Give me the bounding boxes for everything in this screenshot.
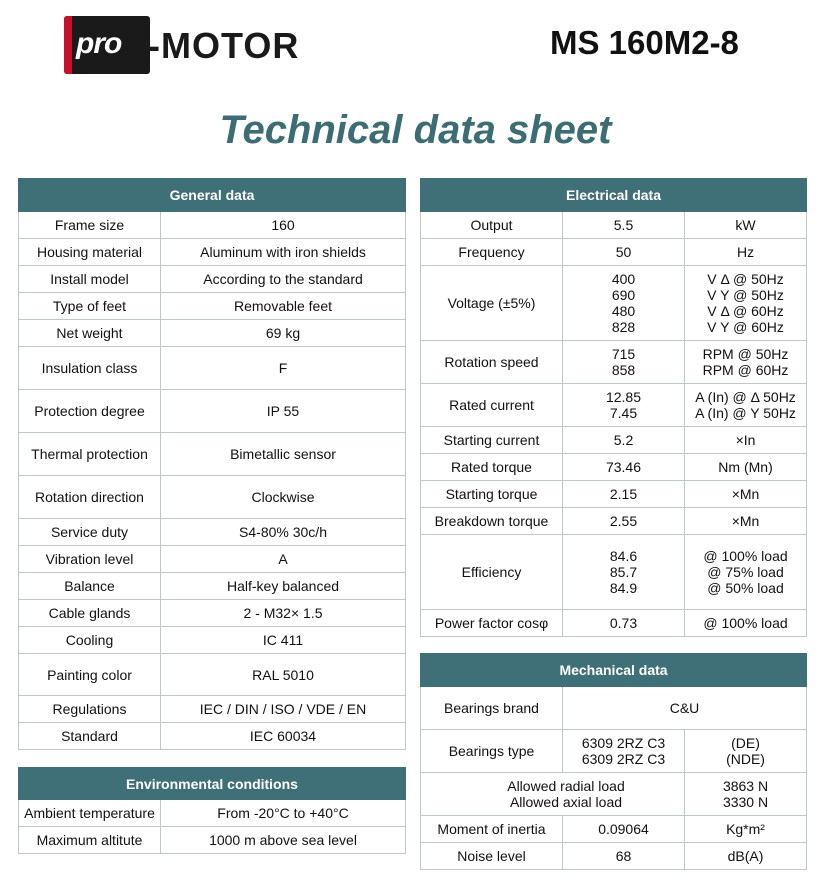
- row-label: Rotation direction: [19, 476, 161, 519]
- row-value: F: [161, 347, 406, 390]
- row-unit: Nm (Mn): [718, 459, 773, 475]
- row-label: Insulation class: [19, 347, 161, 390]
- table-row: [19, 723, 406, 750]
- table-row: [19, 654, 406, 696]
- row-unit: Hz: [736, 244, 755, 260]
- row-label: Starting current: [421, 427, 563, 454]
- page-title: Technical data sheet: [219, 108, 612, 152]
- row-values: [563, 239, 685, 266]
- row-value: A: [161, 546, 406, 573]
- moment-of-inertia-unit: Kg*m²: [685, 816, 807, 843]
- row-unit: ×Mn: [731, 513, 760, 529]
- general-data-header: General data: [19, 179, 406, 212]
- row-units: [685, 266, 807, 341]
- row-label: Vibration level: [19, 546, 161, 573]
- row-label: Protection degree: [19, 390, 161, 433]
- logo-motor-text: -MOTOR: [148, 25, 300, 66]
- table-row: [19, 827, 406, 854]
- electrical-data-header: Electrical data: [421, 179, 807, 212]
- row-label: Balance: [19, 573, 161, 600]
- row-unit: @ 75% load: [707, 564, 784, 580]
- mechanical-data-table: [420, 653, 807, 870]
- row-value: IC 411: [161, 627, 406, 654]
- table-row: [19, 239, 406, 266]
- electrical-data-table: [420, 178, 807, 637]
- row-label: Install model: [19, 266, 161, 293]
- row-units: [685, 610, 807, 637]
- row-units: [685, 212, 807, 239]
- bearings-type-label: Bearings type: [421, 730, 563, 773]
- row-value: IP 55: [161, 390, 406, 433]
- environmental-conditions-header: Environmental conditions: [19, 768, 406, 800]
- row-value: S4-80% 30c/h: [161, 519, 406, 546]
- row-units: [685, 427, 807, 454]
- table-row: [421, 341, 807, 384]
- allowed-load-labels: [421, 773, 685, 816]
- table-row: [19, 320, 406, 347]
- table-row: [19, 476, 406, 519]
- row-value: 690: [611, 287, 636, 303]
- row-value: From -20°C to +40°C: [161, 800, 406, 827]
- row-label: Frequency: [421, 239, 563, 266]
- allowed-load-values: [685, 773, 807, 816]
- table-row: [421, 427, 807, 454]
- row-unit: kW: [735, 217, 756, 233]
- row-value: 5.2: [613, 432, 634, 448]
- environmental-conditions-table: [18, 767, 406, 854]
- row-value: 5.5: [613, 217, 634, 233]
- row-value: 400: [611, 271, 636, 287]
- row-value: Removable feet: [161, 293, 406, 320]
- allowed-axial-load-label: Allowed axial load: [509, 794, 623, 810]
- row-unit: RPM @ 60Hz: [702, 362, 789, 378]
- row-values: [563, 384, 685, 427]
- noise-level-unit: dB(A): [685, 843, 807, 870]
- row-value: 84.6: [609, 548, 638, 564]
- row-value: Clockwise: [161, 476, 406, 519]
- row-unit: A (In) @ Y 50Hz: [695, 405, 796, 421]
- row-value: 69 kg: [161, 320, 406, 347]
- row-values: [563, 610, 685, 637]
- bearings-type-units: [685, 730, 807, 773]
- row-value: Half-key balanced: [161, 573, 406, 600]
- row-value: 828: [611, 319, 636, 335]
- table-row: [19, 390, 406, 433]
- row-value: Aluminum with iron shields: [161, 239, 406, 266]
- brand-logo: [64, 16, 326, 74]
- table-row: [421, 535, 807, 610]
- row-label: Frame size: [19, 212, 161, 239]
- row-value: 2.55: [609, 513, 638, 529]
- row-label: Rotation speed: [421, 341, 563, 384]
- noise-level-value: 68: [563, 843, 685, 870]
- table-row: [421, 266, 807, 341]
- row-unit: RPM @ 50Hz: [702, 346, 789, 362]
- row-value: 2 - M32× 1.5: [161, 600, 406, 627]
- row-value: 12.85: [605, 389, 642, 405]
- row-units: [685, 454, 807, 481]
- row-label: Type of feet: [19, 293, 161, 320]
- row-unit: @ 50% load: [707, 580, 784, 596]
- row-value: 1000 m above sea level: [161, 827, 406, 854]
- mechanical-data-header: Mechanical data: [421, 654, 807, 687]
- row-label: Painting color: [19, 654, 161, 696]
- row-unit: A (In) @ Δ 50Hz: [695, 389, 796, 405]
- row-label: Housing material: [19, 239, 161, 266]
- row-value: IEC 60034: [161, 723, 406, 750]
- row-value: 715: [611, 346, 636, 362]
- row-label: Service duty: [19, 519, 161, 546]
- row-units: [685, 341, 807, 384]
- row-values: [563, 266, 685, 341]
- table-row: [19, 347, 406, 390]
- allowed-radial-load-label: Allowed radial load: [507, 778, 625, 794]
- row-value: 7.45: [609, 405, 638, 421]
- table-row: [19, 266, 406, 293]
- table-row: [421, 212, 807, 239]
- row-label: Cable glands: [19, 600, 161, 627]
- row-values: [563, 212, 685, 239]
- row-label: Breakdown torque: [421, 508, 563, 535]
- bearings-type-unit: (NDE): [726, 751, 765, 767]
- row-label: Voltage (±5%): [421, 266, 563, 341]
- noise-level-label: Noise level: [421, 843, 563, 870]
- row-value: 2.15: [609, 486, 638, 502]
- row-unit: V Y @ 60Hz: [707, 319, 784, 335]
- row-label: Regulations: [19, 696, 161, 723]
- row-unit: V Y @ 50Hz: [707, 287, 784, 303]
- row-value: IEC / DIN / ISO / VDE / EN: [161, 696, 406, 723]
- bearings-type-values: [563, 730, 685, 773]
- row-label: Net weight: [19, 320, 161, 347]
- row-value: 0.73: [609, 615, 638, 631]
- table-row: [19, 573, 406, 600]
- bearings-type-value: 6309 2RZ C3: [581, 735, 666, 751]
- table-row: [19, 800, 406, 827]
- allowed-radial-load-value: 3863 N: [722, 778, 769, 794]
- row-label: Power factor cosφ: [421, 610, 563, 637]
- logo-pro-text: pro: [76, 27, 122, 60]
- row-value: 480: [611, 303, 636, 319]
- row-label: Efficiency: [421, 535, 563, 610]
- row-values: [563, 427, 685, 454]
- row-label: Rated current: [421, 384, 563, 427]
- bearings-brand-value: C&U: [563, 687, 807, 730]
- row-unit: ×In: [735, 432, 756, 448]
- logo-red-stripe: [64, 16, 72, 74]
- row-units: [685, 384, 807, 427]
- table-row: [19, 212, 406, 239]
- row-value: 858: [611, 362, 636, 378]
- table-row: [19, 546, 406, 573]
- row-values: [563, 454, 685, 481]
- row-values: [563, 535, 685, 610]
- table-row: [19, 293, 406, 320]
- row-values: [563, 341, 685, 384]
- bearings-type-unit: (DE): [731, 735, 760, 751]
- row-label: Starting torque: [421, 481, 563, 508]
- table-row: [421, 610, 807, 637]
- table-row: [19, 519, 406, 546]
- row-units: [685, 535, 807, 610]
- row-units: [685, 481, 807, 508]
- row-label: Maximum altitute: [19, 827, 161, 854]
- row-label: Cooling: [19, 627, 161, 654]
- row-units: [685, 508, 807, 535]
- row-label: Standard: [19, 723, 161, 750]
- row-unit: @ 100% load: [703, 548, 788, 564]
- row-value: 85.7: [609, 564, 638, 580]
- row-unit: @ 100% load: [703, 615, 788, 631]
- row-value: According to the standard: [161, 266, 406, 293]
- row-values: [563, 508, 685, 535]
- moment-of-inertia-label: Moment of inertia: [421, 816, 563, 843]
- row-value: RAL 5010: [161, 654, 406, 696]
- row-value: 160: [161, 212, 406, 239]
- table-row: [421, 508, 807, 535]
- model-number: MS 160M2-8: [550, 24, 739, 61]
- row-label: Rated torque: [421, 454, 563, 481]
- table-row: [19, 433, 406, 476]
- allowed-axial-load-value: 3330 N: [722, 794, 769, 810]
- table-row: [421, 454, 807, 481]
- bearings-brand-label: Bearings brand: [421, 687, 563, 730]
- row-label: Ambient temperature: [19, 800, 161, 827]
- table-row: [19, 627, 406, 654]
- row-unit: V Δ @ 50Hz: [707, 271, 784, 287]
- row-values: [563, 481, 685, 508]
- moment-of-inertia-value: 0.09064: [563, 816, 685, 843]
- row-value: Bimetallic sensor: [161, 433, 406, 476]
- row-unit: ×Mn: [731, 486, 760, 502]
- table-row: [421, 384, 807, 427]
- row-units: [685, 239, 807, 266]
- row-value: 73.46: [605, 459, 642, 475]
- bearings-type-value: 6309 2RZ C3: [581, 751, 666, 767]
- table-row: [19, 696, 406, 723]
- row-value: 50: [615, 244, 632, 260]
- row-label: Output: [421, 212, 563, 239]
- table-row: [19, 600, 406, 627]
- row-unit: V Δ @ 60Hz: [707, 303, 784, 319]
- row-label: Thermal protection: [19, 433, 161, 476]
- row-value: 84.9: [609, 580, 638, 596]
- table-row: [421, 239, 807, 266]
- general-data-table: [18, 178, 406, 750]
- table-row: [421, 481, 807, 508]
